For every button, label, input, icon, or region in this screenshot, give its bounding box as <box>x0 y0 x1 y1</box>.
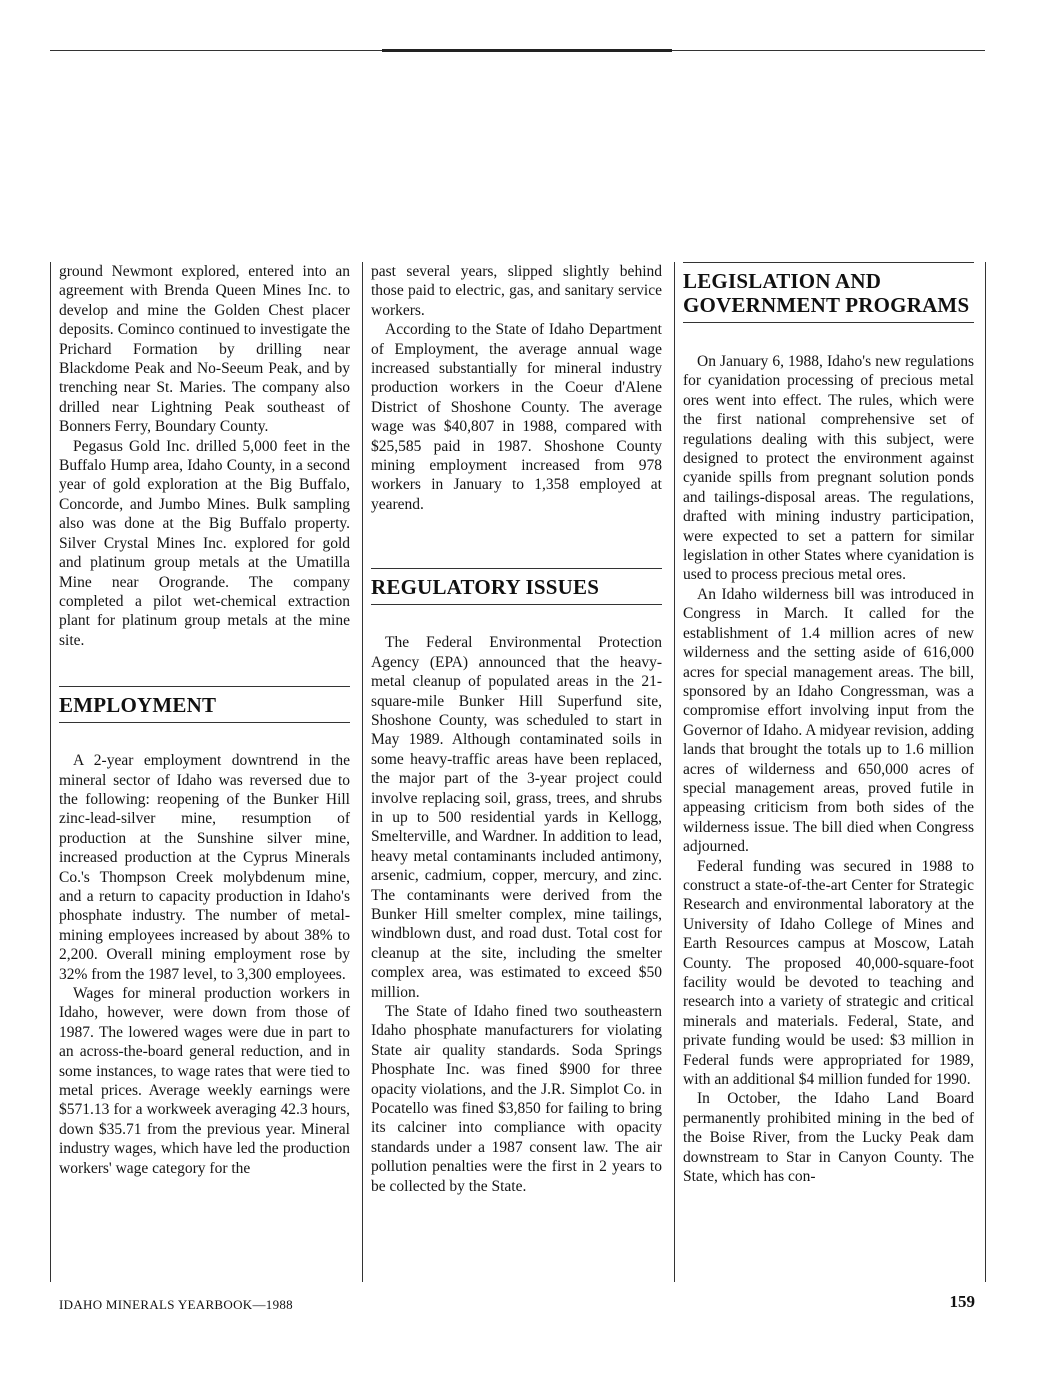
paragraph: In October, the Idaho Land Board permanently prohibited mining in the bed of the Boise River, from the Lucky Peak dam downstream to Star in Canyon County. The State, which has con- <box>683 1090 974 1186</box>
section-heading-regulatory <box>371 568 662 605</box>
heading-rule-bottom <box>59 722 350 723</box>
heading-line-1: LEGISLATION AND <box>683 269 882 293</box>
heading-rule-bottom <box>683 322 974 323</box>
section-heading-legislation <box>683 262 974 323</box>
column-rule-right <box>985 262 986 1282</box>
heading-text: EMPLOYMENT <box>59 693 217 718</box>
paragraph: Pegasus Gold Inc. drilled 5,000 feet in the Buffalo Hump area, Idaho County, in a second year of gold exploration at the Big Buffalo, Concorde, and Jumbo Mines. Bulk sampling also was done at the Big Buffalo property. Silver Crystal Mines Inc. explored for gold and platinum group metals at the Umatilla Mine near Orogrande. The company completed a pilot wet-chemical extraction plant for platinum group metals at the mine site. <box>59 437 350 649</box>
paragraph: A 2-year employment downtrend in the mineral sector of Idaho was reversed due to the following: reopening of the Bunker Hill zinc-lead-silver mine, resumption of production at the Sunshine silver mine, increased production at the Cyprus Minerals Co.'s Thompson Creek molybdenum mine, and a return to capacity production in Idaho's phosphate industry. The number of metal-mining employees increased by about 38% to 2,200. Overall mining employment rose by 32% from the 1987 level, to 3,300 employees. <box>59 752 350 983</box>
paragraph: The Federal Environmental Protection Agency (EPA) announced that the heavy-metal cleanup of populated areas in the 21-square-mile Bunker Hill Superfund site, Shoshone County, was scheduled to start in May 1989. Although contaminated soils in some heavy-traffic areas have been replaced, the major part of the 3-year project could involve replacing soil, grass, trees, and shrubs in up to 500 residential yards in Kellogg, Smelterville, and Wardner. In addition to lead, heavy metal contaminants included antimony, arsenic, cadmium, copper, mercury, and zinc. The contaminants were derived from the Bunker Hill smelter complex, mine tailings, windblown dust, and road dust. Total cost for cleanup at the site, including the smelter complex area, was estimated to exceed $50 million. <box>371 634 662 1001</box>
heading-rule-bottom <box>371 604 662 605</box>
column-1 <box>59 262 350 1178</box>
page-number: 159 <box>949 1292 975 1311</box>
heading-line-2: GOVERNMENT PROGRAMS <box>683 293 970 317</box>
column-rule-1 <box>362 262 363 1282</box>
section-heading-employment <box>59 686 350 723</box>
running-footer-title: IDAHO MINERALS YEARBOOK—1988 <box>59 1297 293 1312</box>
paragraph: On January 6, 1988, Idaho's new regulations for cyanidation processing of precious metal ores went into effect. The rules, which were the first national comprehensive set of regulations dealing with this subject, were designed to protect the environment against cyanide spills from pregnant solution ponds and tailings-disposal areas. The regulations, drafted with mining industry participation, were expected to set a pattern for similar legislation in other States where cyanidation is used to process precious metal ores. <box>683 353 974 584</box>
column-3 <box>683 262 974 1186</box>
column-rule-left <box>50 262 51 1282</box>
paragraph: Wages for mineral production workers in Idaho, however, were down from those of 1987. The lowered wages were due in part to an across-the-board general reduction, and in some instances, to wage rates that were tied to metal prices. Average weekly earnings were $571.13 for a workweek averaging 42.3 hours, down $35.71 from the previous year. Mineral industry wages, which have led the production workers' wage category for the <box>59 985 350 1177</box>
paragraph: past several years, slipped slightly behind those paid to electric, gas, and sanitary service workers. <box>371 263 662 319</box>
paragraph: An Idaho wilderness bill was introduced in Congress in March. It called for the establishment of 1.4 million acres of new wilderness and the setting aside of 616,000 acres for special management areas. The bill, sponsored by an Idaho Congressman, was a compromise effort involving input from the Governor of Idaho. A midyear revision, adding lands that brought the totals up to 1.6 million acres of wilderness and 650,000 acres of special management areas, proved futile in appeasing criticism from both sides of the wilderness issue. The bill died when Congress adjourned. <box>683 585 974 856</box>
top-rule-accent <box>382 49 672 52</box>
heading-text <box>683 263 974 322</box>
heading-text: REGULATORY ISSUES <box>371 575 600 600</box>
paragraph: According to the State of Idaho Department of Employment, the average annual wage increased substantially for mineral industry production workers in the Coeur d'Alene District of Shoshone County. The average wage was $40,807 in 1988, compared with $25,585 paid in 1987. Shoshone County mining employment increased from 978 workers in January to 1,358 employed at yearend. <box>371 321 662 513</box>
paragraph: Federal funding was secured in 1988 to construct a state-of-the-art Center for Strategic Research and environmental laboratory at the University of Idaho College of Mines and Earth Resources campus at Moscow, Latah County. The proposed 40,000-square-foot facility would be devoted to teaching and research into a variety of strategic and critical minerals and materials. Federal, State, and private funding would be used: $3 million in Federal funds were appropriated for 1989, with an additional $4 million funded for 1990. <box>683 857 974 1089</box>
paragraph: ground Newmont explored, entered into an agreement with Brenda Queen Mines Inc. to develop and mine the Golden Chest placer deposits. Cominco continued to investigate the Prichard Formation by drilling near Blackdome Peak and No-Seeum Peak, and by trenching near St. Maries. The company also drilled near Lightning Peak southeast of Bonners Ferry, Boundary County. <box>59 263 350 436</box>
column-2 <box>371 262 662 1196</box>
paragraph: The State of Idaho fined two southeastern Idaho phosphate manufacturers for violating State air quality standards. Soda Springs Phosphate Inc. was fined $900 for three opacity violations, and the J.R. Simplot Co. in Pocatello was fined $3,850 for failing to bring its calciner into compliance with opacity standards under a 1987 consent law. The air pollution penalties were the first in 2 years to be collected by the State. <box>371 1003 662 1195</box>
column-rule-2 <box>674 262 675 1282</box>
